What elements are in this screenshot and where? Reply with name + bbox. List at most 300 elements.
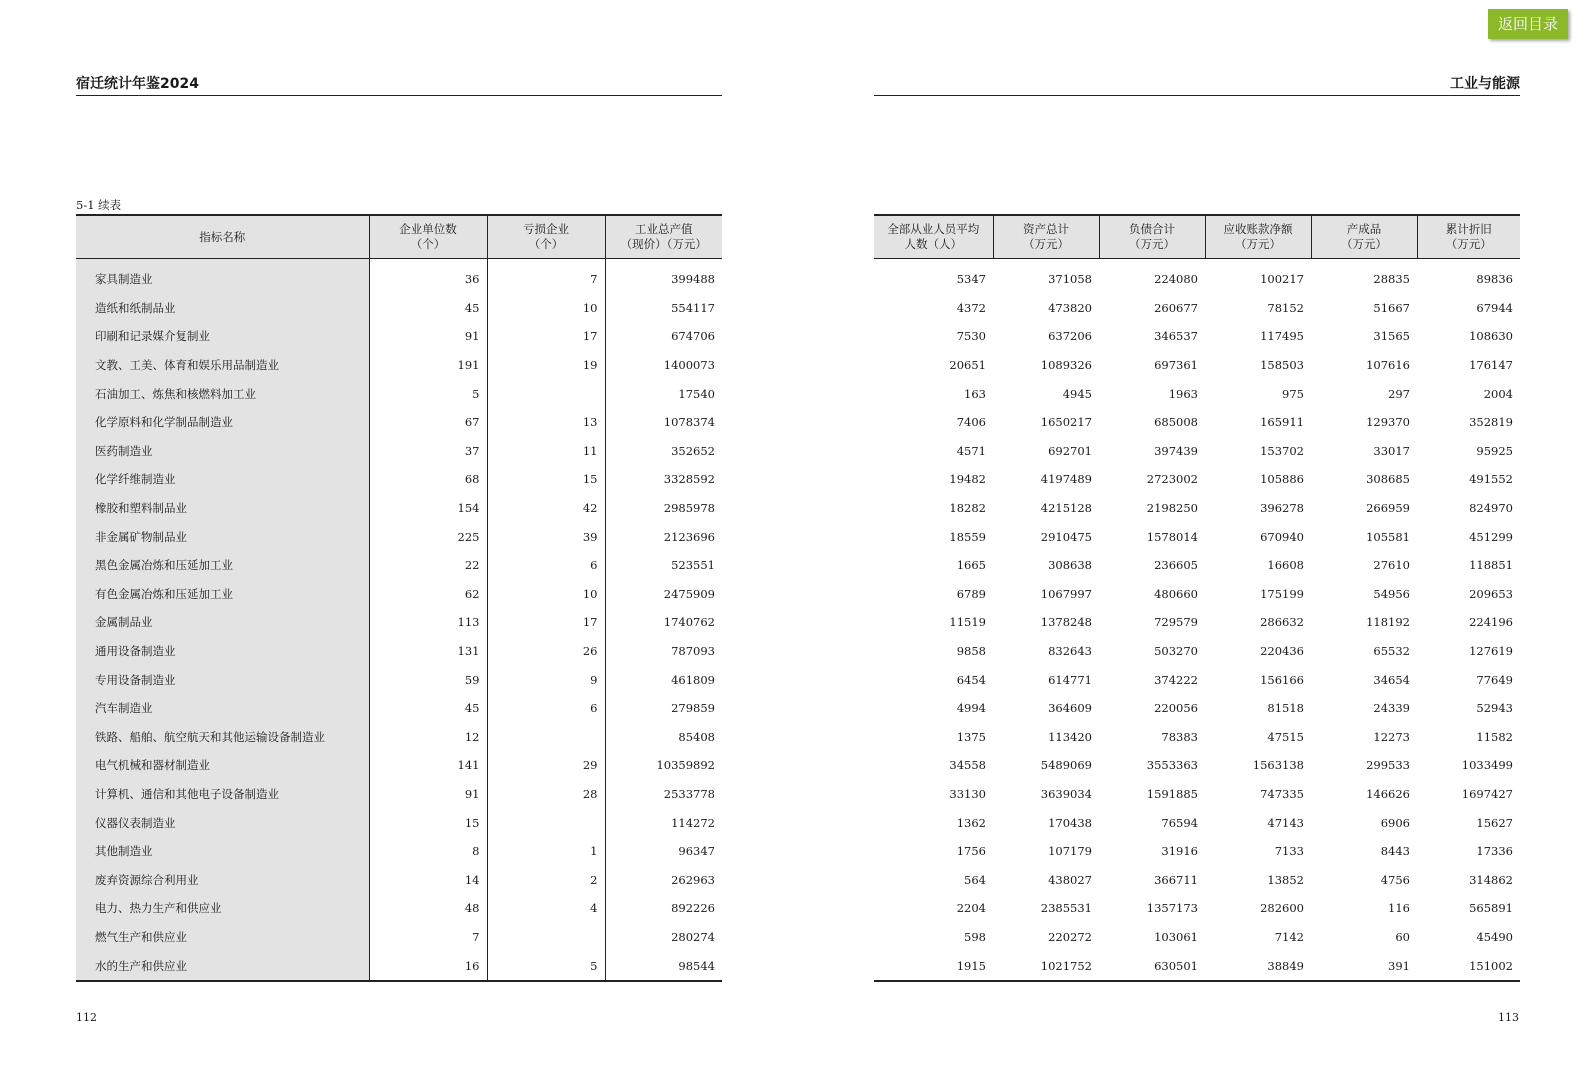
enterprise-units-cell: 131 xyxy=(369,637,487,666)
loss-enterprises-cell: 2 xyxy=(487,865,605,894)
net-receivables-cell: 165911 xyxy=(1260,415,1304,430)
table-row xyxy=(874,351,1520,380)
industry-name-cell: 水的生产和供应业 xyxy=(76,951,369,981)
gross-output-cell: 399488 xyxy=(605,259,722,294)
enterprise-units-cell: 154 xyxy=(369,494,487,523)
gross-output-cell: 674706 xyxy=(605,322,722,351)
loss-enterprises-cell: 10 xyxy=(487,580,605,609)
accumulated-depreciation-cell: 451299 xyxy=(1469,529,1513,544)
table-row xyxy=(76,894,722,923)
enterprise-units-cell: 15 xyxy=(369,808,487,837)
net-receivables-cell: 282600 xyxy=(1260,901,1304,916)
total-assets-cell: 2385531 xyxy=(1040,901,1092,916)
table-row xyxy=(874,723,1520,752)
enterprise-units-cell: 59 xyxy=(369,665,487,694)
accumulated-depreciation-cell: 176147 xyxy=(1469,358,1513,373)
table-row xyxy=(874,294,1520,323)
net-receivables-cell: 117495 xyxy=(1260,329,1304,344)
net-receivables-cell: 7142 xyxy=(1274,929,1304,944)
net-receivables-cell: 7133 xyxy=(1274,844,1304,859)
total-assets-cell: 5489069 xyxy=(1040,758,1092,773)
net-receivables-cell: 670940 xyxy=(1260,529,1304,544)
gross-output-cell: 2533778 xyxy=(605,780,722,809)
header-total-liabilities: 负债合计 （万元） xyxy=(1099,215,1205,259)
finished-products-cell: 266959 xyxy=(1366,501,1410,516)
net-receivables-cell: 286632 xyxy=(1260,615,1304,630)
table-row xyxy=(76,494,722,523)
accumulated-depreciation-cell: 314862 xyxy=(1469,872,1513,887)
industry-name-cell: 黑色金属冶炼和压延加工业 xyxy=(76,551,369,580)
industry-name-cell: 造纸和纸制品业 xyxy=(76,294,369,323)
enterprise-units-cell: 14 xyxy=(369,865,487,894)
accumulated-depreciation-cell: 824970 xyxy=(1469,501,1513,516)
total-liabilities-cell: 729579 xyxy=(1154,615,1198,630)
loss-enterprises-cell: 7 xyxy=(487,259,605,294)
enterprise-units-cell: 5 xyxy=(369,379,487,408)
total-liabilities-cell: 220056 xyxy=(1154,701,1198,716)
gross-output-cell: 461809 xyxy=(605,665,722,694)
table-row xyxy=(874,551,1520,580)
accumulated-depreciation-cell: 15627 xyxy=(1476,815,1513,830)
finished-products-cell: 27610 xyxy=(1373,558,1410,573)
total-liabilities-cell: 103061 xyxy=(1154,929,1198,944)
finished-products-cell: 12273 xyxy=(1373,729,1410,744)
gross-output-cell: 98544 xyxy=(605,951,722,981)
table-row xyxy=(874,379,1520,408)
total-assets-cell: 3639034 xyxy=(1040,786,1092,801)
enterprise-units-cell: 12 xyxy=(369,723,487,752)
loss-enterprises-cell: 28 xyxy=(487,780,605,809)
gross-output-cell: 114272 xyxy=(605,808,722,837)
table-row xyxy=(874,865,1520,894)
total-liabilities-cell: 685008 xyxy=(1154,415,1198,430)
header-enterprise-units: 企业单位数 （个） xyxy=(369,215,487,259)
accumulated-depreciation-cell: 77649 xyxy=(1476,672,1513,687)
industry-name-cell: 文教、工美、体育和娱乐用品制造业 xyxy=(76,351,369,380)
net-receivables-cell: 975 xyxy=(1282,386,1304,401)
table-row xyxy=(874,494,1520,523)
average-employees-cell: 20651 xyxy=(949,358,986,373)
finished-products-cell: 8443 xyxy=(1380,844,1410,859)
header-net-receivables: 应收账款净额 （万元） xyxy=(1205,215,1311,259)
gross-output-cell: 10359892 xyxy=(605,751,722,780)
total-liabilities-cell: 260677 xyxy=(1154,300,1198,315)
loss-enterprises-cell: 6 xyxy=(487,551,605,580)
table-row xyxy=(874,665,1520,694)
table-row xyxy=(874,751,1520,780)
industry-name-cell: 印刷和记录媒介复制业 xyxy=(76,322,369,351)
average-employees-cell: 2204 xyxy=(956,901,986,916)
loss-enterprises-cell: 39 xyxy=(487,522,605,551)
net-receivables-cell: 158503 xyxy=(1260,358,1304,373)
industry-name-cell: 石油加工、炼焦和核燃料加工业 xyxy=(76,379,369,408)
average-employees-cell: 18559 xyxy=(949,529,986,544)
enterprise-units-cell: 68 xyxy=(369,465,487,494)
gross-output-cell: 280274 xyxy=(605,923,722,952)
enterprise-units-cell: 45 xyxy=(369,694,487,723)
right-header-row xyxy=(874,215,1520,259)
total-liabilities-cell: 31916 xyxy=(1161,844,1198,859)
enterprise-units-cell: 22 xyxy=(369,551,487,580)
finished-products-cell: 129370 xyxy=(1366,415,1410,430)
total-assets-cell: 1650217 xyxy=(1040,415,1092,430)
net-receivables-cell: 38849 xyxy=(1205,951,1311,981)
enterprise-units-cell: 45 xyxy=(369,294,487,323)
loss-enterprises-cell: 42 xyxy=(487,494,605,523)
table-row xyxy=(76,465,722,494)
table-row xyxy=(76,294,722,323)
table-row xyxy=(76,837,722,866)
loss-enterprises-cell: 17 xyxy=(487,322,605,351)
back-to-contents-button[interactable]: 返回目录 xyxy=(1488,9,1568,39)
loss-enterprises-cell: 6 xyxy=(487,694,605,723)
table-row xyxy=(76,551,722,580)
enterprise-units-cell: 67 xyxy=(369,408,487,437)
total-liabilities-cell: 503270 xyxy=(1154,644,1198,659)
finished-products-cell: 118192 xyxy=(1366,615,1410,630)
net-receivables-cell: 220436 xyxy=(1260,644,1304,659)
total-liabilities-cell: 3553363 xyxy=(1146,758,1198,773)
average-employees-cell: 18282 xyxy=(949,501,986,516)
table-row xyxy=(874,580,1520,609)
total-liabilities-cell: 1578014 xyxy=(1146,529,1198,544)
total-assets-cell: 832643 xyxy=(1048,644,1092,659)
enterprise-units-cell: 37 xyxy=(369,437,487,466)
page-title-right: 工业与能源 xyxy=(874,74,1520,96)
finished-products-cell: 34654 xyxy=(1373,672,1410,687)
table-row xyxy=(76,951,722,981)
table-row xyxy=(76,437,722,466)
finished-products-cell: 297 xyxy=(1388,386,1410,401)
table-row xyxy=(874,465,1520,494)
gross-output-cell: 352652 xyxy=(605,437,722,466)
table-row xyxy=(76,259,722,294)
table-row xyxy=(874,608,1520,637)
industry-name-cell: 医药制造业 xyxy=(76,437,369,466)
industry-name-cell: 专用设备制造业 xyxy=(76,665,369,694)
net-receivables-cell: 47143 xyxy=(1267,815,1304,830)
loss-enterprises-cell: 19 xyxy=(487,351,605,380)
loss-enterprises-cell: 29 xyxy=(487,751,605,780)
table-row xyxy=(76,351,722,380)
total-liabilities-cell: 78383 xyxy=(1161,729,1198,744)
loss-enterprises-cell: 17 xyxy=(487,608,605,637)
total-assets-cell: 113420 xyxy=(1048,729,1092,744)
loss-enterprises-cell: 9 xyxy=(487,665,605,694)
table-row xyxy=(76,780,722,809)
total-liabilities-cell: 2198250 xyxy=(1146,501,1198,516)
table-row xyxy=(874,808,1520,837)
table-row xyxy=(76,408,722,437)
total-assets-cell: 2910475 xyxy=(1040,529,1092,544)
accumulated-depreciation-cell: 1033499 xyxy=(1461,758,1513,773)
finished-products-cell: 299533 xyxy=(1366,758,1410,773)
finished-products-cell: 6906 xyxy=(1380,815,1410,830)
total-liabilities-cell: 224080 xyxy=(1154,272,1198,287)
accumulated-depreciation-cell: 2004 xyxy=(1483,386,1513,401)
finished-products-cell: 31565 xyxy=(1373,329,1410,344)
enterprise-units-cell: 225 xyxy=(369,522,487,551)
enterprise-units-cell: 62 xyxy=(369,580,487,609)
loss-enterprises-cell: 26 xyxy=(487,637,605,666)
loss-enterprises-cell: 5 xyxy=(487,951,605,981)
total-liabilities-cell: 346537 xyxy=(1154,329,1198,344)
industry-name-cell: 汽车制造业 xyxy=(76,694,369,723)
average-employees-cell: 598 xyxy=(964,929,986,944)
accumulated-depreciation-cell: 118851 xyxy=(1469,558,1513,573)
accumulated-depreciation-cell: 127619 xyxy=(1469,644,1513,659)
industry-name-cell: 家具制造业 xyxy=(76,259,369,294)
finished-products-cell: 28835 xyxy=(1373,272,1410,287)
finished-products-cell: 24339 xyxy=(1373,701,1410,716)
accumulated-depreciation-cell: 491552 xyxy=(1469,472,1513,487)
enterprise-units-cell: 141 xyxy=(369,751,487,780)
enterprise-units-cell: 7 xyxy=(369,923,487,952)
gross-output-cell: 17540 xyxy=(605,379,722,408)
enterprise-units-cell: 36 xyxy=(369,259,487,294)
total-assets-cell: 4197489 xyxy=(1040,472,1092,487)
accumulated-depreciation-cell: 108630 xyxy=(1469,329,1513,344)
gross-output-cell: 96347 xyxy=(605,837,722,866)
industry-name-cell: 铁路、船舶、航空航天和其他运输设备制造业 xyxy=(76,723,369,752)
accumulated-depreciation-cell: 95925 xyxy=(1476,443,1513,458)
net-receivables-cell: 100217 xyxy=(1260,272,1304,287)
finished-products-cell: 391 xyxy=(1311,951,1417,981)
page-number-left: 112 xyxy=(76,1011,97,1024)
net-receivables-cell: 175199 xyxy=(1260,586,1304,601)
total-assets-cell: 371058 xyxy=(1048,272,1092,287)
table-row xyxy=(874,780,1520,809)
industry-name-cell: 其他制造业 xyxy=(76,837,369,866)
gross-output-cell: 554117 xyxy=(605,294,722,323)
loss-enterprises-cell: 13 xyxy=(487,408,605,437)
industry-name-cell: 电力、热力生产和供应业 xyxy=(76,894,369,923)
industry-name-cell: 仪器仪表制造业 xyxy=(76,808,369,837)
table-row xyxy=(874,894,1520,923)
table-row xyxy=(874,408,1520,437)
loss-enterprises-cell: 1 xyxy=(487,837,605,866)
loss-enterprises-cell: 11 xyxy=(487,437,605,466)
total-assets-cell: 1067997 xyxy=(1040,586,1092,601)
table-row xyxy=(874,837,1520,866)
enterprise-units-cell: 91 xyxy=(369,780,487,809)
average-employees-cell: 564 xyxy=(964,872,986,887)
average-employees-cell: 1362 xyxy=(956,815,986,830)
industry-name-cell: 通用设备制造业 xyxy=(76,637,369,666)
header-accumulated-depreciation: 累计折旧 （万元） xyxy=(1417,215,1520,259)
net-receivables-cell: 747335 xyxy=(1260,786,1304,801)
average-employees-cell: 5347 xyxy=(956,272,986,287)
gross-output-cell: 1400073 xyxy=(605,351,722,380)
total-assets-cell: 1021752 xyxy=(993,951,1099,981)
total-assets-cell: 1378248 xyxy=(1040,615,1092,630)
right-data-table xyxy=(874,214,1520,982)
finished-products-cell: 65532 xyxy=(1373,644,1410,659)
net-receivables-cell: 396278 xyxy=(1260,501,1304,516)
table-row xyxy=(76,580,722,609)
table-row xyxy=(874,522,1520,551)
total-assets-cell: 308638 xyxy=(1048,558,1092,573)
finished-products-cell: 116 xyxy=(1388,901,1410,916)
header-indicator-name: 指标名称 xyxy=(76,215,369,259)
enterprise-units-cell: 16 xyxy=(369,951,487,981)
table-row xyxy=(874,322,1520,351)
average-employees-cell: 7530 xyxy=(956,329,986,344)
average-employees-cell: 6789 xyxy=(956,586,986,601)
accumulated-depreciation-cell: 1697427 xyxy=(1461,786,1513,801)
total-liabilities-cell: 1963 xyxy=(1168,386,1198,401)
total-assets-cell: 692701 xyxy=(1048,443,1092,458)
average-employees-cell: 1915 xyxy=(874,951,993,981)
accumulated-depreciation-cell: 11582 xyxy=(1476,729,1513,744)
table-row xyxy=(76,637,722,666)
page-title-left: 宿迁统计年鉴2024 xyxy=(76,74,722,96)
table-row xyxy=(874,437,1520,466)
gross-output-cell: 2123696 xyxy=(605,522,722,551)
average-employees-cell: 4994 xyxy=(956,701,986,716)
total-assets-cell: 637206 xyxy=(1048,329,1092,344)
net-receivables-cell: 16608 xyxy=(1267,558,1304,573)
gross-output-cell: 787093 xyxy=(605,637,722,666)
gross-output-cell: 3328592 xyxy=(605,465,722,494)
gross-output-cell: 1078374 xyxy=(605,408,722,437)
average-employees-cell: 7406 xyxy=(956,415,986,430)
total-assets-cell: 364609 xyxy=(1048,701,1092,716)
table-row xyxy=(76,379,722,408)
enterprise-units-cell: 113 xyxy=(369,608,487,637)
table-row xyxy=(76,723,722,752)
table-row xyxy=(76,665,722,694)
loss-enterprises-cell xyxy=(487,723,605,752)
gross-output-cell: 2475909 xyxy=(605,580,722,609)
net-receivables-cell: 153702 xyxy=(1260,443,1304,458)
finished-products-cell: 107616 xyxy=(1366,358,1410,373)
enterprise-units-cell: 191 xyxy=(369,351,487,380)
net-receivables-cell: 81518 xyxy=(1267,701,1304,716)
table-row xyxy=(76,751,722,780)
total-liabilities-cell: 236605 xyxy=(1154,558,1198,573)
total-liabilities-cell: 1357173 xyxy=(1146,901,1198,916)
header-loss-enterprises: 亏损企业 （个） xyxy=(487,215,605,259)
total-liabilities-cell: 374222 xyxy=(1154,672,1198,687)
accumulated-depreciation-cell: 352819 xyxy=(1469,415,1513,430)
table-row xyxy=(874,923,1520,952)
table-row xyxy=(76,608,722,637)
net-receivables-cell: 156166 xyxy=(1260,672,1304,687)
gross-output-cell: 1740762 xyxy=(605,608,722,637)
gross-output-cell: 262963 xyxy=(605,865,722,894)
average-employees-cell: 34558 xyxy=(949,758,986,773)
average-employees-cell: 4372 xyxy=(956,300,986,315)
average-employees-cell: 11519 xyxy=(949,615,986,630)
total-liabilities-cell: 1591885 xyxy=(1146,786,1198,801)
finished-products-cell: 146626 xyxy=(1366,786,1410,801)
finished-products-cell: 308685 xyxy=(1366,472,1410,487)
table-row xyxy=(76,322,722,351)
loss-enterprises-cell xyxy=(487,379,605,408)
total-liabilities-cell: 76594 xyxy=(1161,815,1198,830)
industry-name-cell: 化学纤维制造业 xyxy=(76,465,369,494)
average-employees-cell: 163 xyxy=(964,386,986,401)
average-employees-cell: 33130 xyxy=(949,786,986,801)
header-finished-products: 产成品 （万元） xyxy=(1311,215,1417,259)
average-employees-cell: 1756 xyxy=(956,844,986,859)
table-row xyxy=(76,865,722,894)
industry-name-cell: 化学原料和化学制品制造业 xyxy=(76,408,369,437)
total-liabilities-cell: 397439 xyxy=(1154,443,1198,458)
table-row xyxy=(76,522,722,551)
finished-products-cell: 105581 xyxy=(1366,529,1410,544)
net-receivables-cell: 47515 xyxy=(1267,729,1304,744)
industry-name-cell: 非金属矿物制品业 xyxy=(76,522,369,551)
left-header-row xyxy=(76,215,722,259)
accumulated-depreciation-cell: 151002 xyxy=(1417,951,1520,981)
total-assets-cell: 473820 xyxy=(1048,300,1092,315)
total-liabilities-cell: 366711 xyxy=(1154,872,1198,887)
left-data-table xyxy=(76,214,722,982)
industry-name-cell: 有色金属冶炼和压延加工业 xyxy=(76,580,369,609)
finished-products-cell: 33017 xyxy=(1373,443,1410,458)
average-employees-cell: 9858 xyxy=(956,644,986,659)
industry-name-cell: 计算机、通信和其他电子设备制造业 xyxy=(76,780,369,809)
total-assets-cell: 170438 xyxy=(1048,815,1092,830)
accumulated-depreciation-cell: 17336 xyxy=(1476,844,1513,859)
gross-output-cell: 85408 xyxy=(605,723,722,752)
header-gross-output-value: 工业总产值 （现价）（万元） xyxy=(605,215,722,259)
industry-name-cell: 废弃资源综合利用业 xyxy=(76,865,369,894)
finished-products-cell: 54956 xyxy=(1373,586,1410,601)
industry-name-cell: 电气机械和器材制造业 xyxy=(76,751,369,780)
total-liabilities-cell: 480660 xyxy=(1154,586,1198,601)
total-assets-cell: 438027 xyxy=(1048,872,1092,887)
gross-output-cell: 892226 xyxy=(605,894,722,923)
net-receivables-cell: 78152 xyxy=(1267,300,1304,315)
loss-enterprises-cell: 4 xyxy=(487,894,605,923)
finished-products-cell: 4756 xyxy=(1380,872,1410,887)
enterprise-units-cell: 8 xyxy=(369,837,487,866)
table-row xyxy=(76,808,722,837)
total-liabilities-cell: 630501 xyxy=(1099,951,1205,981)
loss-enterprises-cell: 15 xyxy=(487,465,605,494)
finished-products-cell: 51667 xyxy=(1373,300,1410,315)
accumulated-depreciation-cell: 45490 xyxy=(1476,929,1513,944)
total-assets-cell: 220272 xyxy=(1048,929,1092,944)
average-employees-cell: 6454 xyxy=(956,672,986,687)
average-employees-cell: 1375 xyxy=(956,729,986,744)
table-row xyxy=(76,923,722,952)
average-employees-cell: 19482 xyxy=(949,472,986,487)
net-receivables-cell: 1563138 xyxy=(1252,758,1304,773)
accumulated-depreciation-cell: 224196 xyxy=(1469,615,1513,630)
gross-output-cell: 523551 xyxy=(605,551,722,580)
enterprise-units-cell: 91 xyxy=(369,322,487,351)
industry-name-cell: 金属制品业 xyxy=(76,608,369,637)
finished-products-cell: 60 xyxy=(1395,929,1410,944)
total-assets-cell: 4215128 xyxy=(1040,501,1092,516)
accumulated-depreciation-cell: 89836 xyxy=(1476,272,1513,287)
table-row xyxy=(874,951,1520,981)
average-employees-cell: 1665 xyxy=(956,558,986,573)
average-employees-cell: 4571 xyxy=(956,443,986,458)
loss-enterprises-cell xyxy=(487,923,605,952)
loss-enterprises-cell: 10 xyxy=(487,294,605,323)
page-number-right: 113 xyxy=(1498,1011,1519,1024)
accumulated-depreciation-cell: 52943 xyxy=(1476,701,1513,716)
industry-name-cell: 燃气生产和供应业 xyxy=(76,923,369,952)
header-total-assets: 资产总计 （万元） xyxy=(993,215,1099,259)
total-liabilities-cell: 2723002 xyxy=(1146,472,1198,487)
header-average-employees: 全部从业人员平均 人数（人） xyxy=(874,215,993,259)
